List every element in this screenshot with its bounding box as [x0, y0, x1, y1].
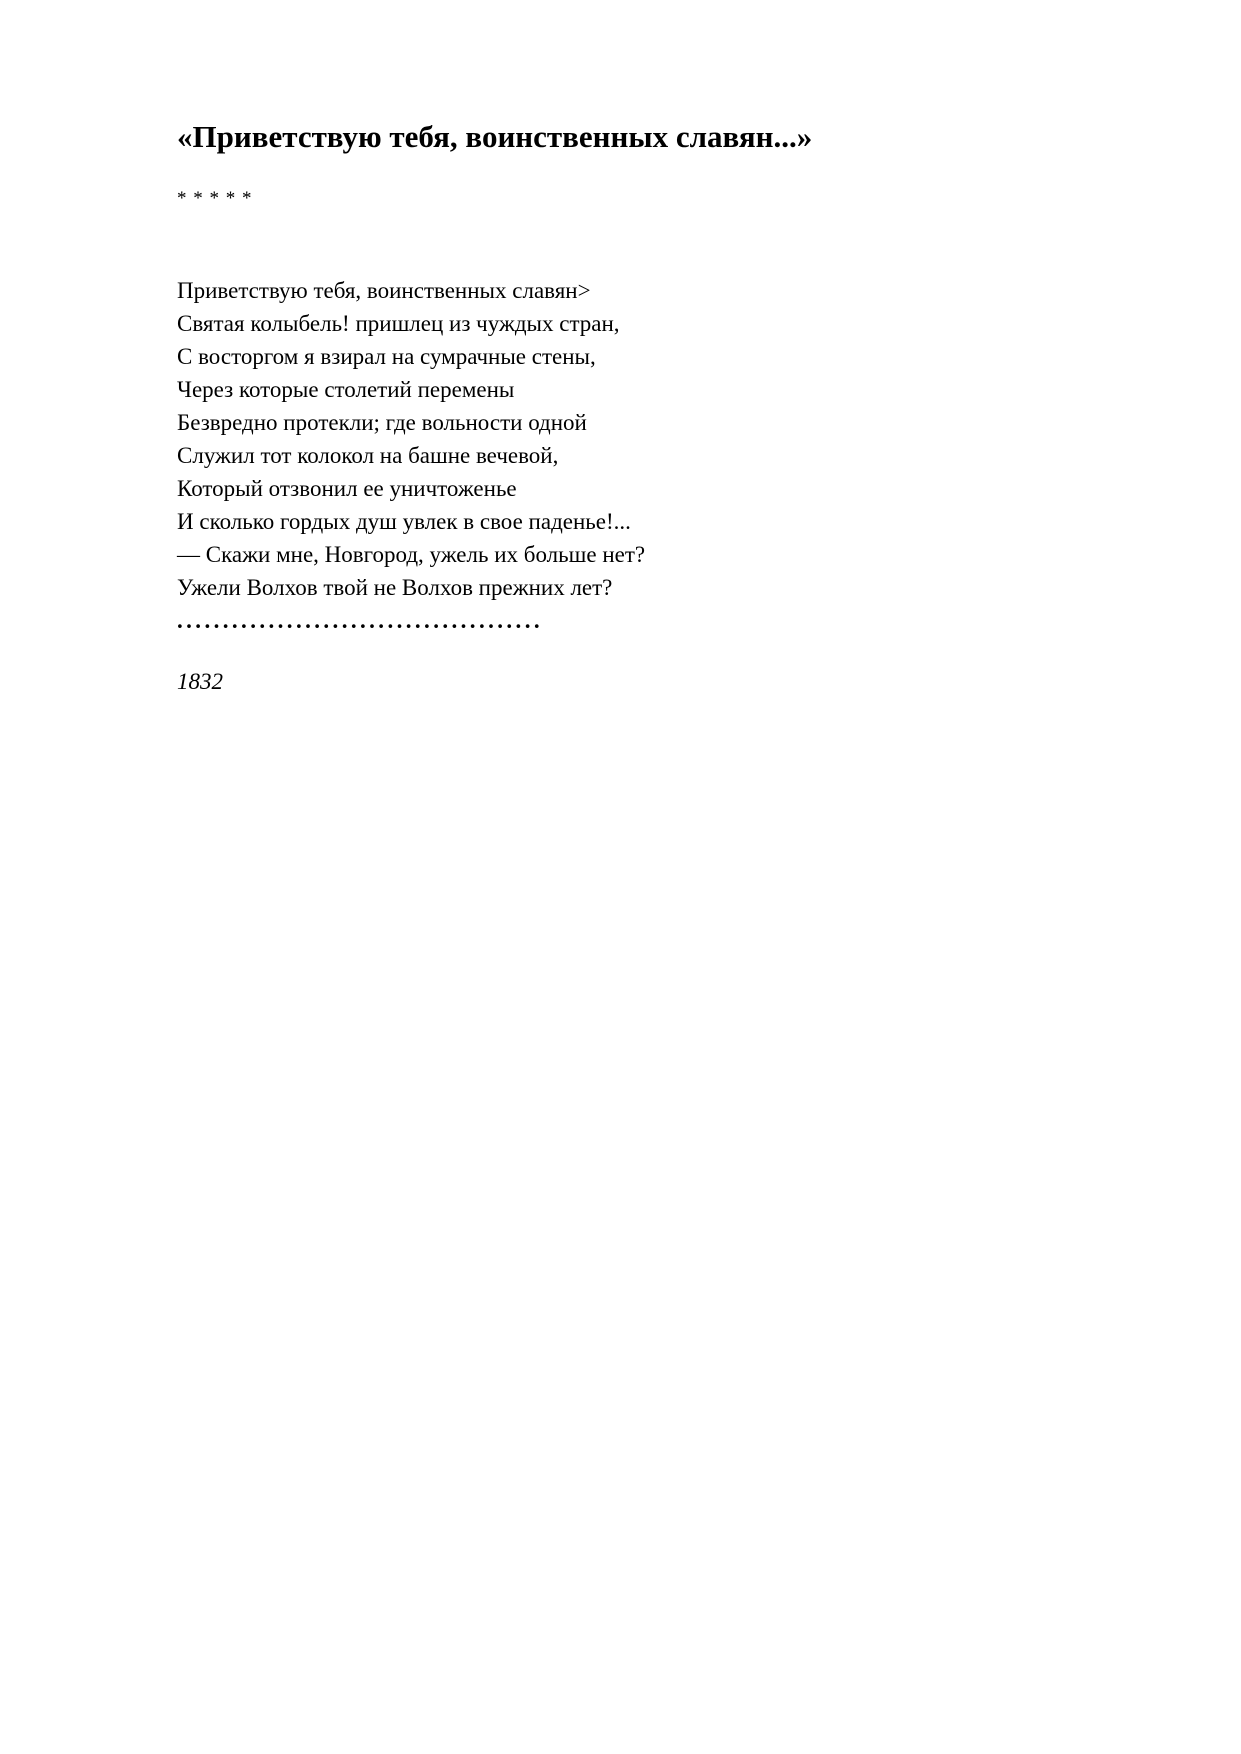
verse-line: Ужели Волхов твой не Волхов прежних лет?: [177, 575, 613, 600]
verse-line: Через которые столетий перемены: [177, 377, 515, 402]
poem-title: «Приветствую тебя, воинственных славян...»: [177, 119, 813, 154]
verse-line: С восторгом я взирал на сумрачные стены,: [177, 344, 596, 369]
verse-line: Который отзвонил ее уничтоженье: [177, 476, 517, 501]
poem-year: 1832: [177, 669, 223, 694]
section-separator: * * * * *: [177, 188, 253, 209]
verse-line: И сколько гордых душ увлек в свое паденье!...: [177, 509, 631, 534]
verse-line: — Скажи мне, Новгород, ужель их больше нет?: [177, 542, 646, 567]
verse-line: Святая колыбель! пришлец из чуждых стран,: [177, 311, 620, 336]
verse-line: Безвредно протекли; где вольности одной: [177, 410, 587, 435]
omission-dots: ........................................: [177, 608, 543, 633]
poem-verse: [177, 274, 1077, 637]
verse-line: Приветствую тебя, воинственных славян>: [177, 278, 591, 303]
poem-content: [177, 118, 1077, 697]
verse-line: Служил тот колокол на башне вечевой,: [177, 443, 559, 468]
